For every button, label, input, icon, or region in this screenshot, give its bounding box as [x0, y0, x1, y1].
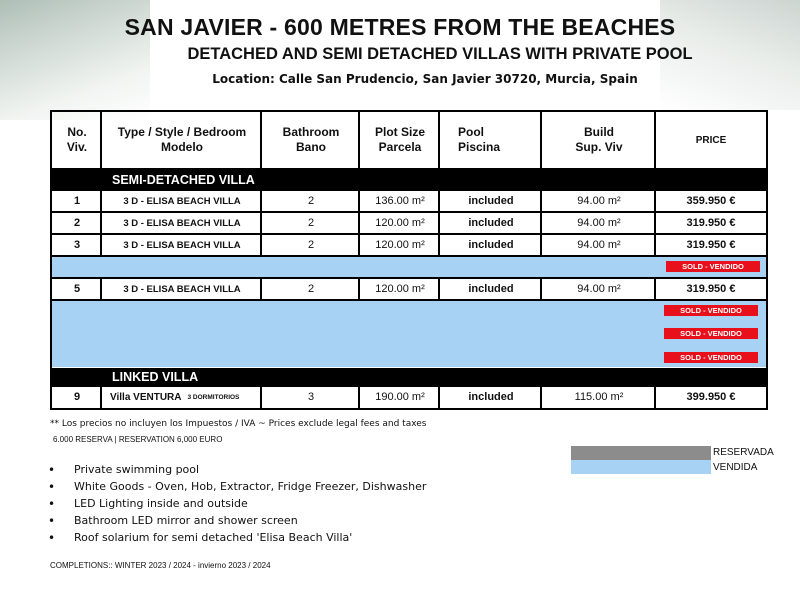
row6-sold-badge: SOLD - VENDIDO	[664, 305, 758, 316]
row1-price: 359.950 €	[686, 195, 736, 207]
header-pool-line1: Pool	[458, 125, 484, 139]
table-rule	[52, 255, 766, 257]
table-rule	[260, 277, 262, 301]
table-rule	[358, 277, 360, 301]
row5-bath: 2	[307, 283, 315, 295]
row2-price: 319.950 €	[686, 217, 736, 229]
table-rule	[654, 385, 656, 408]
row2-type: 3 D - ELISA BEACH VILLA	[123, 217, 241, 229]
row9-plot: 190.00 m²	[375, 391, 425, 403]
header-plot-line2: Parcela	[378, 140, 422, 154]
row7-sold-badge: SOLD - VENDIDO	[664, 328, 758, 339]
header-bathroom-line1: Bathroom	[282, 125, 340, 139]
table-rule	[52, 277, 766, 279]
table-rule	[438, 385, 440, 408]
legend-sold-swatch	[571, 460, 711, 474]
header-no-line2: Viv.	[66, 140, 88, 154]
table-rule	[52, 385, 766, 387]
row3-price: 319.950 €	[686, 239, 736, 251]
row1-type: 3 D - ELISA BEACH VILLA	[123, 195, 241, 207]
header-price: PRICE	[695, 134, 727, 146]
legend-sold-label: VENDIDA	[713, 462, 758, 473]
row1-build: 94.00 m²	[577, 195, 621, 207]
table-rule	[438, 189, 440, 257]
header-no-line1: No.	[67, 125, 87, 139]
table-rule	[260, 189, 262, 257]
header-pool-line2: Piscina	[458, 140, 501, 154]
header-plot-line1: Plot Size	[374, 125, 425, 139]
rows6-8-sold-band	[52, 301, 766, 367]
table-rule	[358, 112, 360, 170]
feature-text: LED Lighting inside and outside	[74, 497, 248, 510]
bullet-icon: •	[48, 463, 56, 477]
table-rule	[100, 189, 102, 257]
row3-plot: 120.00 m²	[375, 239, 425, 251]
section-linked-label: LINKED VILLA	[112, 370, 199, 384]
row1-no: 1	[73, 195, 81, 207]
table-rule	[260, 112, 262, 170]
row2-plot: 120.00 m²	[375, 217, 425, 229]
table-rule	[260, 385, 262, 408]
row1-bath: 2	[307, 195, 315, 207]
header-no	[52, 112, 102, 168]
bullet-icon: •	[48, 514, 56, 528]
page-title: SAN JAVIER - 600 METRES FROM THE BEACHES	[124, 14, 676, 40]
page-subtitle: DETACHED AND SEMI DETACHED VILLAS WITH PRIVATE POOL	[187, 45, 693, 63]
row2-build: 94.00 m²	[577, 217, 621, 229]
table-rule	[358, 385, 360, 408]
table-rule	[654, 277, 656, 301]
header-type-line2: Modelo	[161, 140, 203, 154]
row3-no: 3	[73, 239, 81, 251]
row5-no: 5	[73, 283, 81, 295]
row9-pool: included	[468, 391, 514, 403]
header-bathroom	[262, 112, 360, 168]
bullet-icon: •	[48, 531, 56, 545]
table-rule	[540, 385, 542, 408]
feature-text: Roof solarium for semi detached 'Elisa Beach Villa'	[74, 531, 353, 544]
table-rule	[540, 112, 542, 170]
row5-plot: 120.00 m²	[375, 283, 425, 295]
completions-note: COMPLETIONS:: WINTER 2023 / 2024 - invierno 2023 / 2024	[50, 561, 271, 570]
table-rule	[358, 189, 360, 257]
table-rule	[52, 299, 766, 301]
row9-bath: 3	[307, 391, 315, 403]
tax-note: ** Los precios no incluyen los Impuestos / IVA ~ Prices exclude legal fees and taxes	[50, 419, 427, 429]
header-type-line1: Type / Style / Bedroom	[117, 125, 247, 139]
row9-price: 399.950 €	[686, 391, 736, 403]
bullet-icon: •	[48, 480, 56, 494]
row9-no: 9	[73, 391, 81, 403]
table-rule	[438, 277, 440, 301]
table-rule	[540, 189, 542, 257]
row2-bath: 2	[307, 217, 315, 229]
table-rule	[52, 211, 766, 213]
table-rule	[52, 168, 766, 170]
row3-pool: included	[468, 239, 514, 251]
row2-no: 2	[73, 217, 81, 229]
row5-type: 3 D - ELISA BEACH VILLA	[123, 283, 241, 295]
location-line: Location: Calle San Prudencio, San Javier 30720, Murcia, Spain	[212, 72, 638, 86]
row4-sold-badge: SOLD - VENDIDO	[666, 261, 760, 272]
section-semi-detached	[52, 170, 766, 189]
section-semi-detached-label: SEMI-DETACHED VILLA	[112, 173, 255, 187]
header-build	[542, 112, 656, 168]
feature-text: Bathroom LED mirror and shower screen	[74, 514, 298, 527]
header-build-line1: Build	[584, 125, 614, 139]
legend-reserved-label: RESERVADA	[713, 447, 774, 458]
row4-sold-band	[52, 257, 766, 277]
feature-text: White Goods - Oven, Hob, Extractor, Fridge Freezer, Dishwasher	[74, 480, 427, 493]
row5-pool: included	[468, 283, 514, 295]
legend-reserved-swatch	[571, 446, 711, 460]
feature-text: Private swimming pool	[74, 463, 200, 476]
header-type	[102, 112, 262, 168]
table-rule	[438, 112, 440, 170]
reservation-note: 6.000 RESERVA | RESERVATION 6,000 EURO	[53, 435, 223, 444]
table-rule	[52, 233, 766, 235]
header-build-line2: Sup. Viv	[575, 140, 623, 154]
header-plot	[360, 112, 440, 168]
row2-pool: included	[468, 217, 514, 229]
section-linked	[52, 368, 766, 386]
header-pool	[440, 112, 542, 168]
table-rule	[100, 112, 102, 170]
row9-type	[102, 387, 262, 407]
row9-type-note: 3 DORMITORIOS	[187, 393, 240, 401]
row3-type: 3 D - ELISA BEACH VILLA	[123, 239, 241, 251]
row9-type-label: Villa VENTURA	[110, 391, 182, 403]
bullet-icon: •	[48, 497, 56, 511]
header-bathroom-line2: Bano	[296, 140, 326, 154]
row8-sold-badge: SOLD - VENDIDO	[664, 352, 758, 363]
table-rule	[654, 112, 656, 170]
table-rule	[100, 385, 102, 408]
row5-price: 319.950 €	[686, 283, 736, 295]
price-table	[50, 110, 768, 410]
table-rule	[540, 277, 542, 301]
table-rule	[52, 189, 766, 191]
table-rule	[100, 277, 102, 301]
row3-build: 94.00 m²	[577, 239, 621, 251]
row5-build: 94.00 m²	[577, 283, 621, 295]
row1-pool: included	[468, 195, 514, 207]
row9-build: 115.00 m²	[574, 391, 624, 403]
row1-plot: 136.00 m²	[375, 195, 425, 207]
table-rule	[654, 189, 656, 257]
row3-bath: 2	[307, 239, 315, 251]
